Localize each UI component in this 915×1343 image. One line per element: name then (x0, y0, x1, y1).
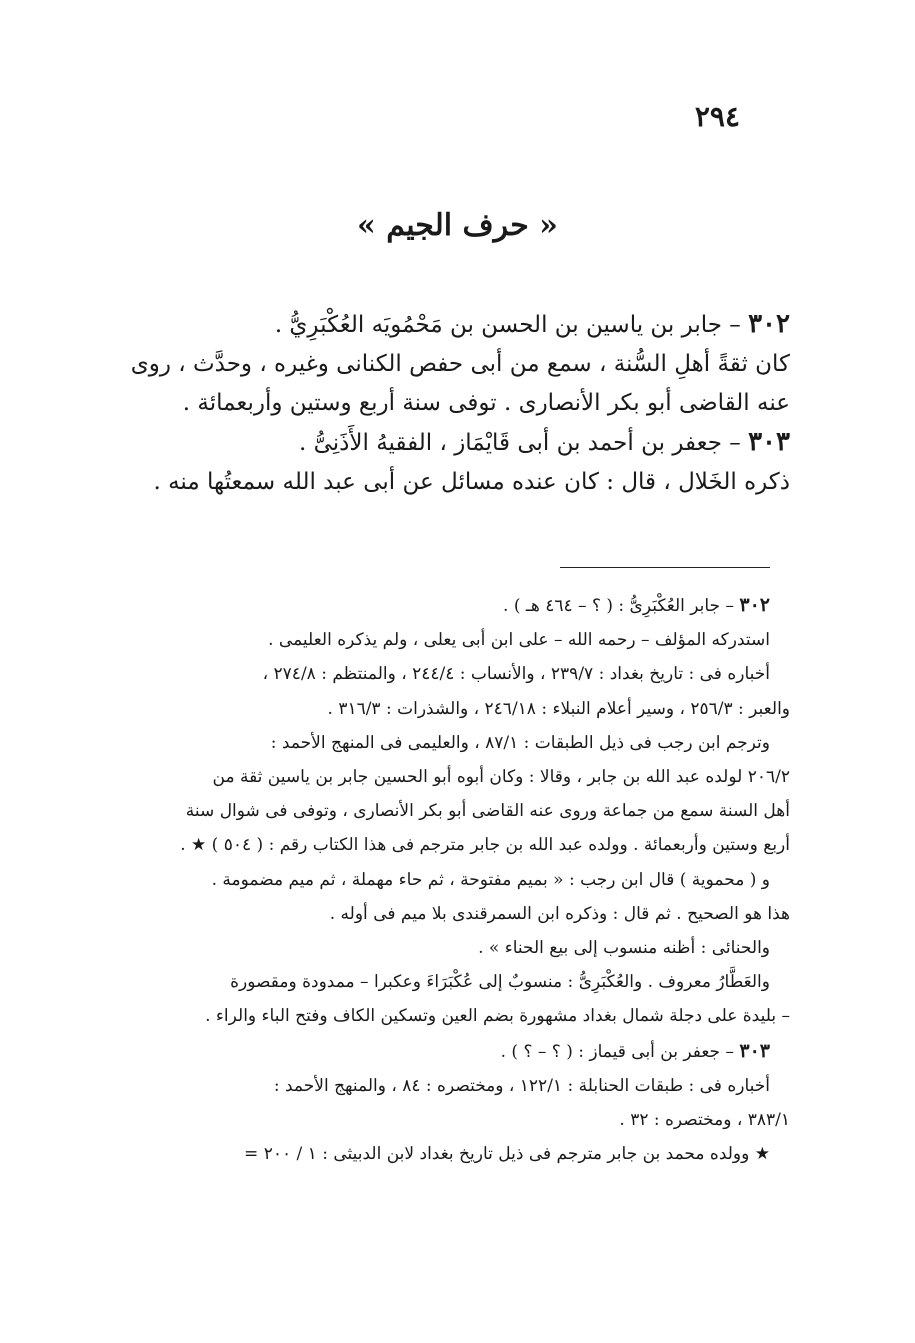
entry-line: كان ثقةً أهلِ السُّنة ، سمع من أبى حفص الكنانى وغيره ، وحدَّث ، روى (130, 351, 790, 377)
entry-number: ٣٠٣ (748, 427, 790, 457)
footnote-line: – بليدة على دجلة شمال بغداد مشهورة بضم العين وتسكين الكاف وفتح الباء والراء . (205, 1006, 790, 1027)
footnote-line: ٣٠٢ – جابر العُكْبَرِىُّ : ( ؟ – ٤٦٤ هـ ) . (503, 594, 770, 616)
entry-line: ٣٠٣ – جعفر بن أحمد بن أبى قَايْمَاز ، الفقيهُ الأَذَنِىُّ . (298, 427, 790, 457)
footnote-line: و ( محموية ) قال ابن رجب : « بميم مفتوحة ، ثم حاء مهملة ، ثم ميم مضمومة . (211, 869, 770, 890)
main-text (100, 305, 790, 502)
footnote-line: والعَطَّارُ معروف . والعُكْبَرِىُّ : منسوبٌ إلى عُكْبَرَاءَ وعكبرا – ممدودة ومقصورة (230, 972, 770, 993)
footnote-line: وترجم ابن رجب فى ذيل الطبقات : ٨٧/١ ، والعليمى فى المنهج الأحمد : (270, 732, 770, 753)
footnotes (100, 588, 790, 1171)
footnote-line: ٣٠٣ – جعفر بن أبى قيماز : ( ؟ – ؟ ) . (500, 1039, 770, 1062)
entry-line: ٣٠٢ – جابر بن ياسين بن الحسن بن مَحْمُويَه العُكْبَرِيُّ . (274, 309, 790, 339)
footnote-line: أخباره فى : تاريخ بغداد : ٢٣٩/٧ ، والأنساب : ٢٤٤/٤ ، والمنتظم : ٢٧٤/٨ ، (262, 664, 770, 685)
footnote-line: ٣٨٣/١ ، ومختصره : ٣٢ . (619, 1110, 790, 1131)
footnote-line: أهل السنة سمع من جماعة وروى عنه القاضى أبو بكر الأنصارى ، وتوفى فى شوال سنة (185, 801, 790, 822)
footnote-line: ٢٠٦/٢ لولده عبد الله بن جابر ، وقالا : وكان أبوه أبو الحسين جابر بن ياسين ثقة من (212, 767, 790, 788)
footnote-number: ٣٠٣ (739, 1039, 770, 1062)
footnote-line: أخباره فى : طبقات الحنابلة : ١٢٢/١ ، ومختصره : ٨٤ ، والمنهج الأحمد : (273, 1075, 770, 1096)
footnote-divider (560, 567, 770, 568)
footnote-line: استدركه المؤلف – رحمه الله – على ابن أبى يعلى ، ولم يذكره العليمى . (268, 630, 770, 651)
entry-line: ذكره الخَلال ، قال : كان عنده مسائل عن أبى عبد الله سمعتُها منه . (153, 469, 790, 495)
footnote-line: والحنائى : أظنه منسوب إلى بيع الحناء » . (478, 938, 770, 959)
entry-line: عنه القاضى أبو بكر الأنصارى . توفى سنة أربع وستين وأربعمائة . (182, 390, 790, 416)
footnote-line: والعبر : ٢٥٦/٣ ، وسير أعلام النبلاء : ٢٤٦/١٨ ، والشذرات : ٣١٦/٣ . (327, 698, 790, 719)
footnote-line: ★ وولده محمد بن جابر مترجم فى ذيل تاريخ بغداد لابن الدبيثى : ١ / ٢٠٠ = (244, 1144, 770, 1165)
footnote-line: هذا هو الصحيح . ثم قال : وذكره ابن السمرقندى بلا ميم فى أوله . (329, 903, 790, 924)
section-title: « حرف الجيم » (357, 208, 558, 243)
entry-number: ٣٠٢ (748, 309, 790, 339)
footnote-line: أربع وستين وأربعمائة . وولده عبد الله بن جابر مترجم فى هذا الكتاب رقم : ( ٥٠٤ ) ★ . (180, 835, 790, 856)
footnote-number: ٣٠٢ (739, 594, 770, 616)
page-number: ٢٩٤ (694, 100, 740, 133)
